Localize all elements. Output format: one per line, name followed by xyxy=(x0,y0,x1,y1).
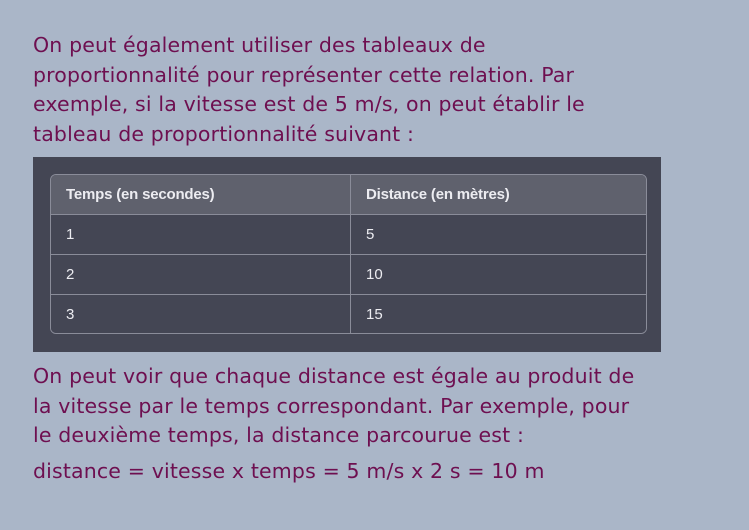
outro-line: la vitesse par le temps correspondant. Par exemple, pour xyxy=(33,393,630,418)
header-distance: Distance (en mètres) xyxy=(351,175,647,215)
table-header-row xyxy=(51,175,646,215)
intro-line: proportionnalité pour représenter cette relation. Par xyxy=(33,62,575,87)
intro-line: On peut également utiliser des tableaux de xyxy=(33,33,486,57)
table-panel xyxy=(33,157,661,352)
outro-paragraph xyxy=(33,362,733,451)
intro-line: tableau de proportionnalité suivant : xyxy=(33,121,415,146)
table-row xyxy=(51,295,646,335)
cell-time: 1 xyxy=(51,215,351,255)
formula-line: distance = vitesse x temps = 5 m/s x 2 s = 10 m xyxy=(33,459,545,483)
proportionality-table-frame xyxy=(50,174,647,334)
cell-distance: 15 xyxy=(351,295,647,335)
table-row xyxy=(51,215,646,255)
cell-time: 3 xyxy=(51,295,351,335)
intro-line: exemple, si la vitesse est de 5 m/s, on peut établir le xyxy=(33,92,585,116)
proportionality-table xyxy=(51,175,646,334)
cell-time: 2 xyxy=(51,255,351,295)
intro-paragraph xyxy=(33,31,733,149)
table-row xyxy=(51,255,646,295)
outro-line: le deuxième temps, la distance parcourue est : xyxy=(33,423,525,447)
header-time: Temps (en secondes) xyxy=(51,175,351,215)
outro-line: On peut voir que chaque distance est égale au produit de xyxy=(33,364,635,388)
cell-distance: 5 xyxy=(351,215,647,255)
cell-distance: 10 xyxy=(351,255,647,295)
